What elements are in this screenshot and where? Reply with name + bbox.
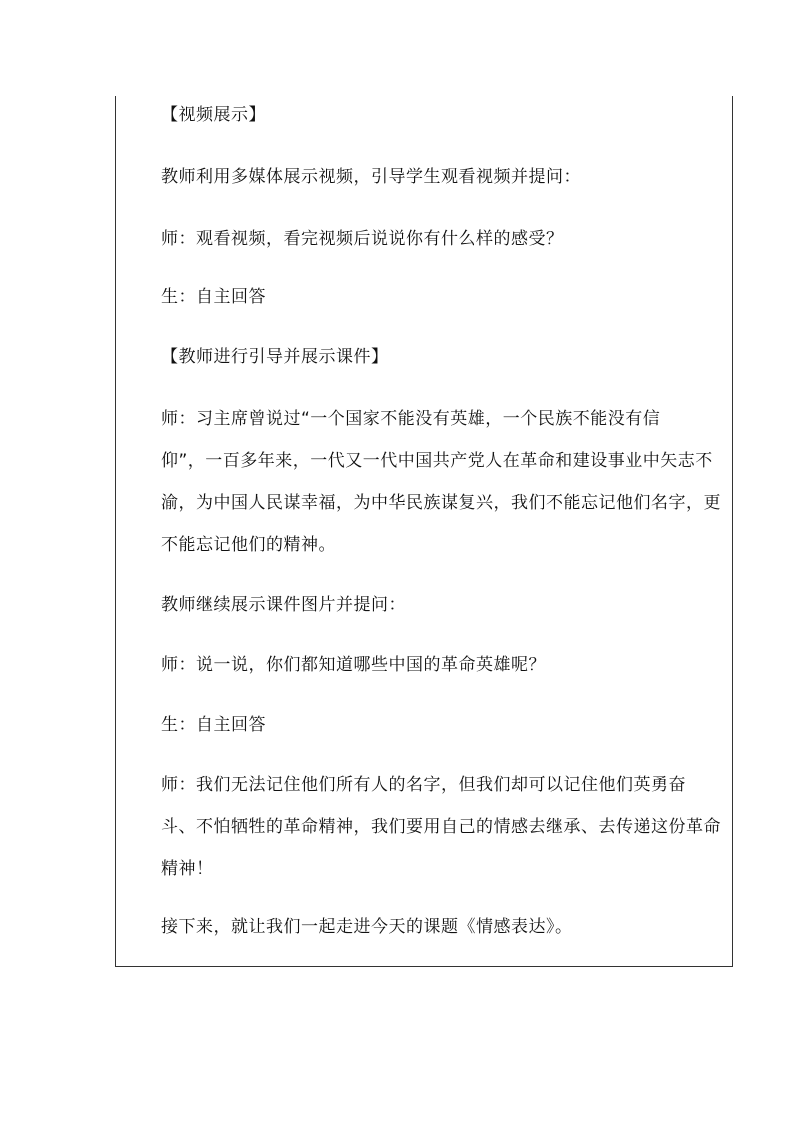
paragraph-spirit-line-3: 精神！ [161,859,214,879]
lesson-table-cell [115,96,733,967]
paragraph-spirit-line-1: 师：我们无法记住他们所有人的名字，但我们却可以记住他们英勇奋 [161,775,686,795]
paragraph-quote-line-4: 不能忘记他们的精神。 [161,535,336,555]
paragraph-teacher-shows-video: 教师利用多媒体展示视频，引导学生观看视频并提问： [161,167,581,187]
heading-teacher-guidance: 【教师进行引导并展示课件】 [161,347,389,367]
paragraph-quote-line-2: 仰”，一百多年来，一代又一代中国共产党人在革命和建设事业中矢志不 [161,451,713,471]
paragraph-teacher-continues: 教师继续展示课件图片并提问： [161,595,406,615]
paragraph-lesson-topic: 接下来，就让我们一起走进今天的课题《情感表达》。 [161,917,573,937]
paragraph-teacher-question-2: 师：说一说，你们都知道哪些中国的革命英雄呢？ [161,655,546,675]
paragraph-student-answer-2: 生：自主回答 [161,715,266,735]
paragraph-student-answer-1: 生：自主回答 [161,287,266,307]
paragraph-teacher-question-1: 师：观看视频，看完视频后说说你有什么样的感受？ [161,229,564,249]
paragraph-quote-line-1: 师：习主席曾说过“一个国家不能没有英雄，一个民族不能没有信 [161,409,661,429]
heading-video-display: 【视频展示】 [161,105,266,125]
paragraph-quote-line-3: 渝，为中国人民谋幸福，为中华民族谋复兴，我们不能忘记他们名字，更 [161,493,721,513]
paragraph-spirit-line-2: 斗、不怕牺牲的革命精神，我们要用自己的情感去继承、去传递这份革命 [161,817,721,837]
